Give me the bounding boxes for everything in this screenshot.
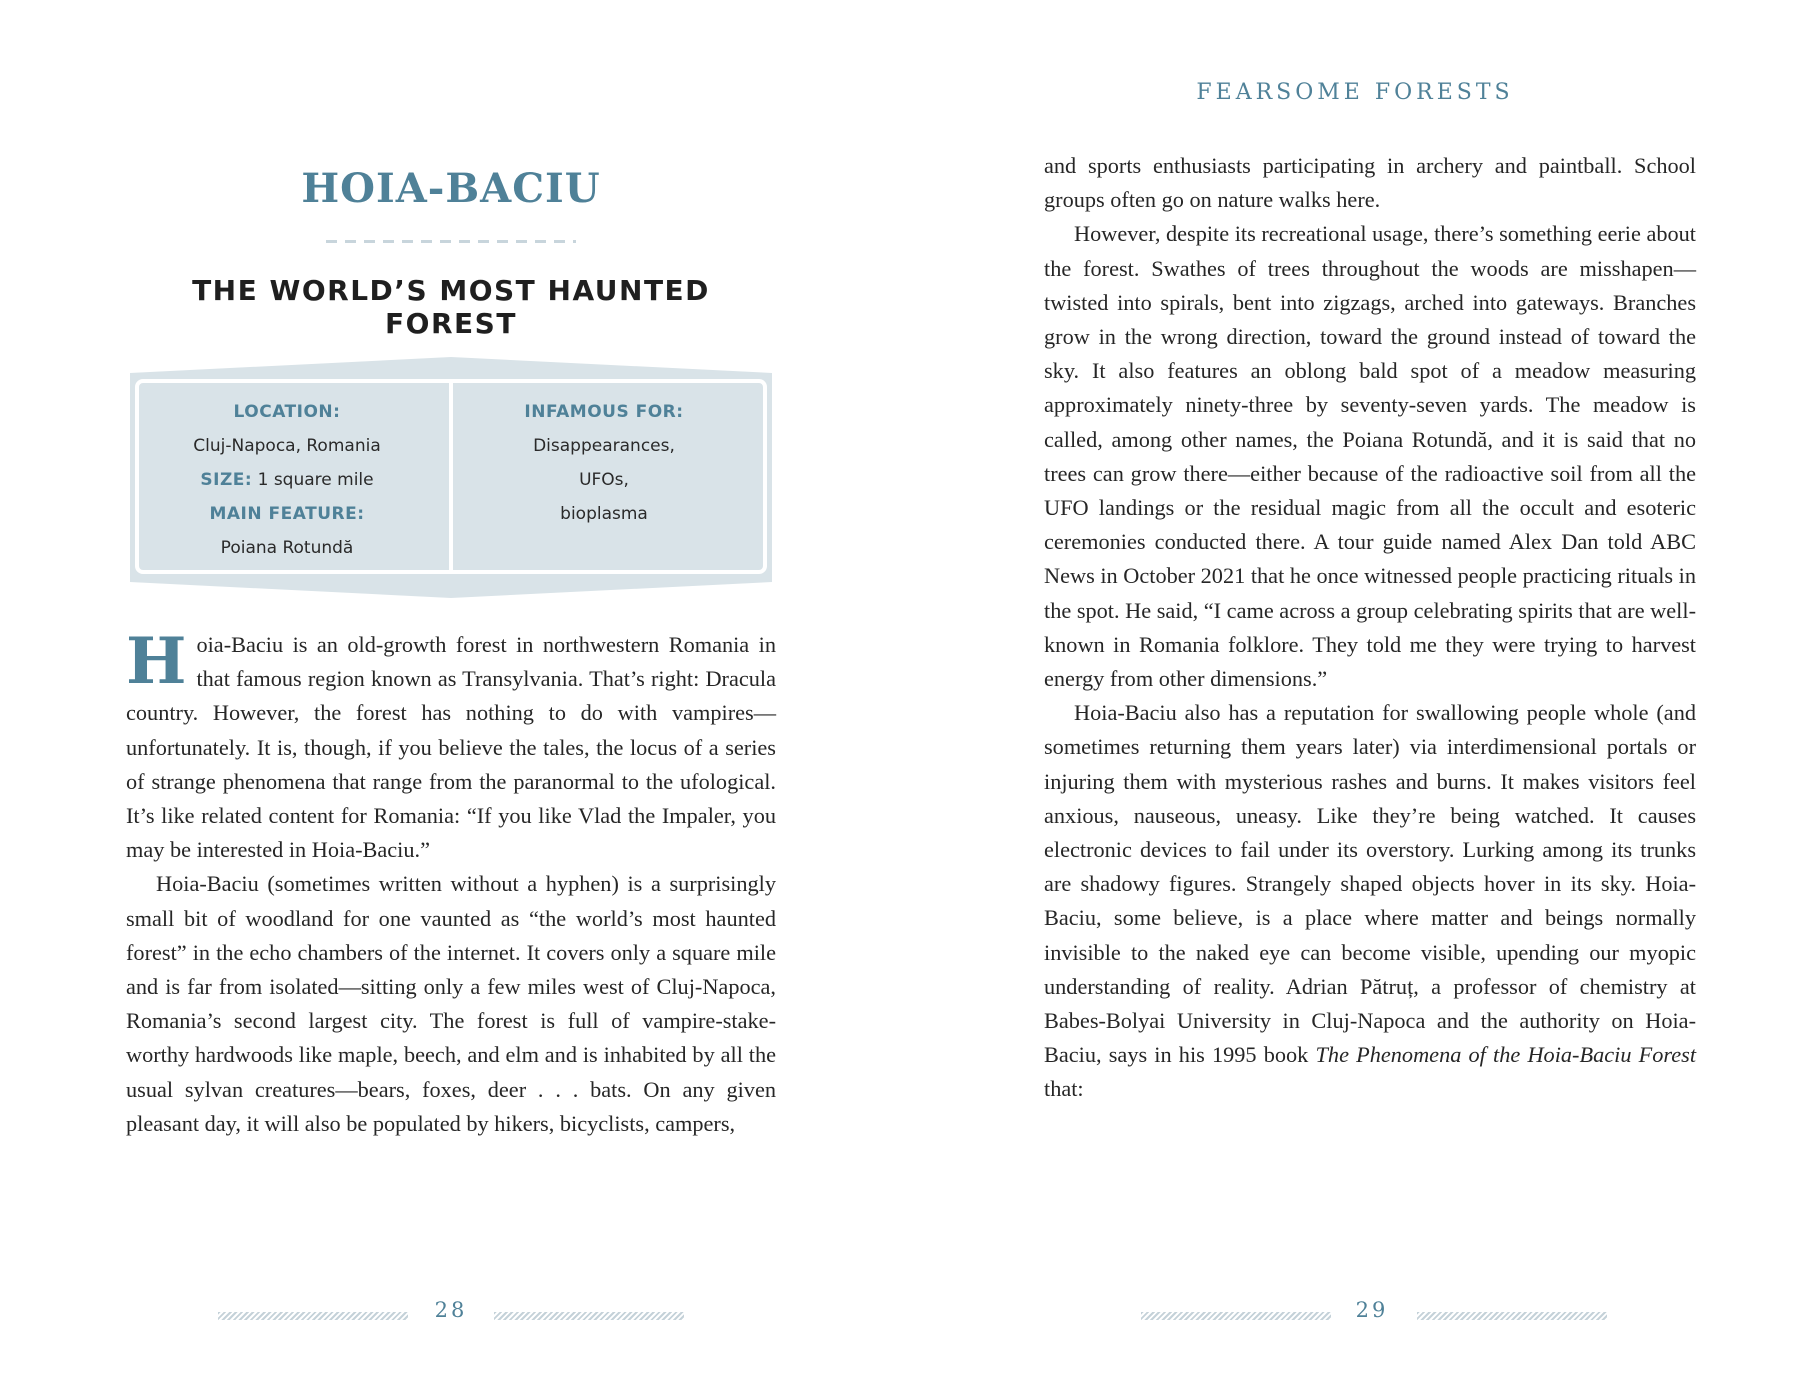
- paragraph-text: oia-Baciu is an old-growth forest in northwestern Romania in that famous region known as Transylvania. That’s right: Dracula country. However, the forest has nothing to do with vampires—unfortunately. It is, though, if you believe the tales, the locus of a series of strange phenomena that range from the paranormal to the ufological. It’s like related content for Romania: “If you like Vlad the Impaler, you may be interested in Hoia-Baciu.”: [126, 632, 776, 863]
- page-number: 28: [434, 1298, 468, 1322]
- right-page: [903, 0, 1807, 1399]
- left-body-text: [126, 624, 776, 1141]
- main-feature-label: MAIN FEATURE:: [209, 504, 365, 524]
- infamous-for-item: UFOs,: [579, 470, 629, 490]
- location-label: LOCATION:: [233, 402, 341, 422]
- folio-rule: [218, 1312, 408, 1320]
- paragraph: [1044, 696, 1696, 1106]
- folio-rule: [494, 1312, 684, 1320]
- page-footer-right: [903, 1298, 1806, 1332]
- left-page: [0, 0, 903, 1399]
- title-divider: [326, 240, 576, 243]
- paragraph: However, despite its recreational usage, there’s something eerie about the forest. Swathes of trees throughout the woods are misshapen—twisted into spirals, bent into zigzags, arched into gateways. Branches grow in the wrong direction, toward the ground instead of toward the sky. It also features an oblong bald spot of a meadow measuring approximately ninety-three by seventy-seven yards. The meadow is called, among other names, the Poiana Rotundă, and it is said that no trees can grow there—either because of the radioactive soil from all the UFO landings or the residual magic from all the occult and esoteric ceremonies conducted there. A tour guide named Alex Dan told ABC News in October 2021 that he once witnessed people practicing rituals in the spot. He said, “I came across a group celebrating spirits that are well-known in Romania folklore. They told me they were trying to harvest energy from other dimensions.”: [1044, 221, 1696, 692]
- chapter-title: HOIA-BACIU: [301, 165, 601, 212]
- size-label: SIZE:: [200, 470, 253, 490]
- location-value: Cluj-Napoca, Romania: [193, 436, 381, 456]
- infamous-for-item: Disappearances,: [533, 436, 675, 456]
- page-footer-left: [0, 1298, 903, 1332]
- info-column-right: [454, 395, 754, 531]
- infamous-for-label: INFAMOUS FOR:: [524, 402, 684, 422]
- chapter-subtitle: THE WORLD’S MOST HAUNTED FOREST: [192, 274, 710, 340]
- page-number: 29: [1355, 1298, 1389, 1322]
- running-head: FEARSOME FORESTS: [1196, 80, 1514, 105]
- paragraph: [126, 624, 776, 867]
- book-title: The Phenomena of the Hoia-Baciu Forest: [1315, 1042, 1697, 1068]
- infamous-for-item: bioplasma: [560, 504, 648, 524]
- folio-rule: [1417, 1312, 1607, 1320]
- drop-cap: H: [126, 624, 187, 699]
- right-body-text: [1044, 149, 1696, 1107]
- size-value: 1 square mile: [257, 470, 374, 490]
- paragraph: and sports enthusiasts participating in archery and paintball. School groups often go on nature walks here.: [1044, 153, 1696, 213]
- paragraph-text: that:: [1044, 1076, 1084, 1102]
- folio-rule: [1141, 1312, 1331, 1320]
- size-row: [137, 463, 437, 497]
- paragraph: Hoia-Baciu (sometimes written without a hyphen) is a surprisingly small bit of woodland for one vaunted as “the world’s most haunted forest” in the echo chambers of the internet. It covers only a square mile and is far from isolated—sitting only a few miles west of Cluj-Napoca, Romania’s second largest city. The forest is full of vampire-stake-worthy hardwoods like maple, beech, and elm and is inhabited by all the usual sylvan creatures—bears, foxes, deer . . . bats. On any given pleasant day, it will also be populated by hikers, bicyclists, campers,: [126, 871, 776, 1136]
- info-box: [124, 355, 778, 600]
- paragraph-text: Hoia-Baciu also has a reputation for swallowing people whole (and sometimes returning them years later) via interdimensional portals or injuring them with mysterious rashes and burns. It makes visitors feel anxious, nauseous, uneasy. Like they’re being watched. It causes electronic devices to fail under its overstory. Lurking among its trunks are shadowy figures. Strangely shaped objects hover in its sky. Hoia-Baciu, some believe, is a place where matter and beings normally invisible to the naked eye can become visible, upending our myopic understanding of reality. Adrian Pătruț, a professor of chemistry at Babes-Bolyai University in Cluj-Napoca and the authority on Hoia-Baciu, says in his 1995 book: [1044, 700, 1696, 1068]
- info-column-left: [137, 395, 437, 565]
- main-feature-value: Poiana Rotundă: [220, 538, 354, 558]
